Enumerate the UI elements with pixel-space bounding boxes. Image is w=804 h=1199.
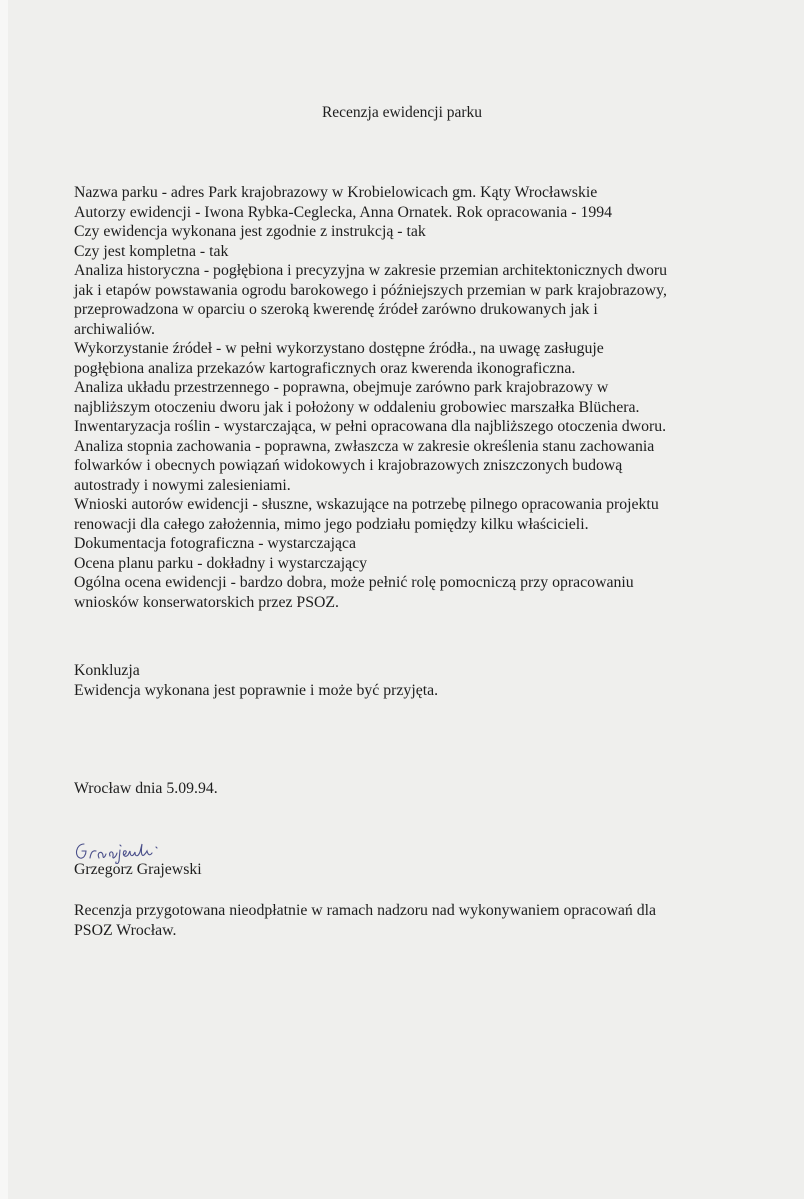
body-line: Wnioski autorów ewidencji - słuszne, wskazujące na potrzebę pilnego opracowania projektu (74, 496, 659, 513)
review-note (74, 901, 774, 940)
body-line: przeprowadzona w oparciu o szeroką kwerendę źródeł zarówno drukowanych jak i (74, 301, 598, 318)
body-line: Autorzy ewidencji - Iwona Rybka-Ceglecka, Anna Ornatek. Rok opracowania - 1994 (74, 203, 613, 221)
body-line: Czy ewidencja wykonana jest zgodnie z instrukcją - tak (74, 223, 426, 240)
note-line: Recenzja przygotowana nieodpłatnie w ramach nadzoru nad wykonywaniem opracowań dla (74, 902, 657, 919)
body-line: Nazwa parku - adres Park krajobrazowy w Krobielowicach gm. Kąty Wrocławskie (74, 184, 598, 201)
body-line: wniosków konserwatorskich przez PSOZ. (74, 593, 339, 611)
body-line: jak i etapów powstawania ogrodu barokowego i późniejszych przemian w park krajobrazowy, (74, 281, 667, 299)
body-line: Wykorzystanie źródeł - w pełni wykorzystano dostępne źródła., na uwagę zasługuje (74, 340, 604, 357)
body-line: Analiza historyczna - pogłębiona i precyzyjna w zakresie przemian architektonicznych dworu (74, 262, 668, 279)
body-line: Czy jest kompletna - tak (74, 242, 229, 260)
body-line: najbliższym otoczeniu dworu jak i położony w oddaleniu grobowiec marszałka Blüchera. (74, 398, 640, 416)
body-line: Inwentaryzacja roślin - wystarczająca, w pełni opracowana dla najbliższego otoczenia dworu. (74, 418, 667, 435)
conclusion (74, 661, 774, 700)
body-line: Analiza stopnia zachowania - poprawna, zwłaszcza w zakresie określenia stanu zachowania (74, 437, 655, 455)
note-line: PSOZ Wrocław. (74, 921, 177, 939)
body-line: pogłębiona analiza przekazów kartograficznych oraz kwerenda ikonograficzna. (74, 359, 576, 377)
date-line: Wrocław dnia 5.09.94. (74, 780, 218, 797)
body-line: Dokumentacja fotograficzna - wystarczająca (74, 535, 356, 552)
body-line: Ocena planu parku - dokładny i wystarczający (74, 554, 367, 572)
body-line: autostrady i nowymi zalesieniami. (74, 476, 291, 494)
page-edge (0, 0, 8, 1199)
body-line: Ogólna ocena ewidencji - bardzo dobra, może pełnić rolę pomocniczą przy opracowaniu (74, 574, 634, 591)
conclusion-text: Ewidencja wykonana jest poprawnie i może być przyjęta. (74, 681, 439, 699)
body-line: archiwaliów. (74, 320, 155, 338)
body-line: renowacji dla całego założennia, mimo jego podziału pomiędzy kilku właścicieli. (74, 515, 589, 533)
signatory-name: Grzegorz Grajewski (74, 861, 202, 878)
conclusion-heading: Konkluzja (74, 662, 140, 679)
review-body (74, 183, 774, 612)
document-title: Recenzja ewidencji parku (321, 104, 483, 121)
body-line: Analiza układu przestrzennego - poprawna, obejmuje zarówno park krajobrazowy w (74, 379, 609, 396)
body-line: folwarków i obecnych powiązań widokowych i krajobrazowych zniszczonych budową (74, 457, 623, 474)
